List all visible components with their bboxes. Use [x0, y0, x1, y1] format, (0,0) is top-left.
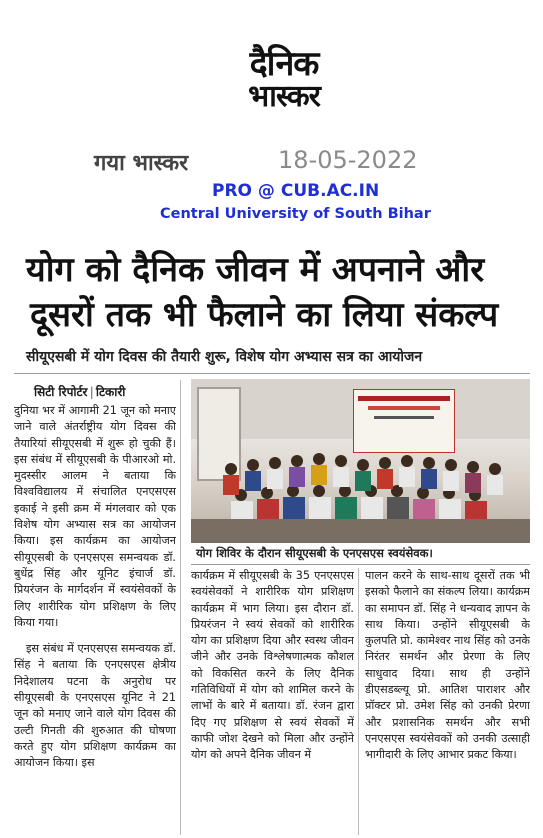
photo-caption: योग शिविर के दौरान सीयूएसबी के एनएसएस स्वयंसेवक। [196, 546, 433, 560]
byline [34, 383, 125, 400]
byline-separator: | [89, 385, 94, 399]
banner-stripe [358, 396, 450, 401]
headline-line-2: दूसरों तक भी फैलाने का लिया संकल्प [30, 295, 499, 335]
headline-divider [14, 373, 530, 374]
article-photo [191, 379, 530, 543]
banner-stripe-3 [374, 416, 434, 419]
edition-name: गया भास्कर [94, 151, 189, 176]
column-divider [180, 380, 181, 835]
logo-line-2: भास्कर [248, 79, 320, 114]
byline-place: टिकारी [95, 385, 126, 399]
newspaper-logo [224, 46, 344, 112]
subheadline: सीयूएसबी में योग दिवस की तैयारी शुरू, विशेष योग अभ्यास सत्र का आयोजन [26, 349, 423, 365]
university-annotation: Central University of South Bihar [160, 206, 431, 222]
pro-annotation: PRO @ CUB.AC.IN [212, 181, 380, 201]
byline-reporter: सिटी रिपोर्टर [34, 385, 88, 399]
logo-line-1: दैनिक [249, 44, 319, 84]
article-column-2 [191, 568, 354, 835]
article-column-3 [365, 568, 530, 835]
column-1-paragraph-2: इस संबंध में एनएसएस समन्वयक डॉ. सिंह ने बताया कि एनएसएस क्षेत्रीय निदेशालय पटना के अनुरोध पर सीयूएसबी के एनएसएस यूनिट ने 21 जून को मनाए जाने वाले योग दिवस की उल्टी गिनती की शुरुआत की घोषणा करते हुए योग प्रशिक्षण कार्यक्रम का आयोजन किया। इस [14, 642, 176, 770]
column-divider-2 [358, 568, 359, 835]
banner-stripe-2 [368, 406, 440, 410]
photo-floor [191, 519, 530, 543]
column-1-paragraph-1: दुनिया भर में आगामी 21 जून को मनाए जाने वाले अंतर्राष्ट्रीय योग दिवस की तैयारियां सीयूएसबी में शुरू हो चुकी हैं। इस संबंध में सीयूएसबी के पीआरओ मो. मुदस्सीर आलम ने बताया कि विश्वविद्यालय में संचालित एनएसएस इकाई ने इसी क्रम में मंगलवार को एक विशेष योग अभ्यास सत्र का आयोजन किया। इस कार्यक्रम का आयोजन सीयूएसबी के एनएसएस समन्वयक डॉ. बुधेंद्र सिंह और यूनिट इंचार्ज डॉ. प्रियरंजन के मार्गदर्शन में स्वयंसेवकों के लिए शारीरिक योग प्रशिक्षण के लिए किया गया। [14, 404, 176, 629]
publication-date: 18-05-2022 [278, 146, 418, 174]
headline-line-1: योग को दैनिक जीवन में अपनाने और [26, 250, 485, 290]
article-column-1 [14, 403, 176, 835]
column-2-paragraph-1: कार्यक्रम में सीयूएसबी के 35 एनएसएस स्वयंसेवकों ने शारीरिक योग प्रशिक्षण कार्यक्रम में भाग लिया। इस दौरान डॉ. प्रियरंजन ने स्वयं सेवकों को शारीरिक योग का प्रशिक्षण दिया और स्वस्थ जीवन जीने और उनके विश्लेषणात्मक कौशल को विकसित करने के लिए दैनिक गतिविधियों में योग को शामिल करने के लाभों के बारे में बताया। डॉ. रंजन द्वारा दिए गए प्रशिक्षण से स्वयं सेवकों में काफी जोश देखने को मिला और उन्होंने योग को अपने दैनिक जीवन में [191, 569, 354, 762]
caption-divider [191, 564, 530, 565]
column-3-paragraph-1: पालन करने के साथ-साथ दूसरों तक भी इसको फैलाने का संकल्प लिया। कार्यक्रम का समापन डॉ. सिंह ने धन्यवाद ज्ञापन के साथ किया। उन्होंने सीयूएसबी के कुलपति प्रो. कामेश्वर नाथ सिंह को उनके निरंतर समर्थन और प्रेरणा के लिए साधुवाद दिया। साथ ही उन्होंने डीएसडब्ल्यू प्रो. आतिश पाराशर और प्रॉक्टर प्रो. उमेश सिंह को उनकी प्रेरणा और प्रशासनिक समर्थन और सभी एनएसएस स्वयंसेवकों को उनकी उत्साही भागीदारी के लिए आभार प्रकट किया। [365, 569, 530, 762]
